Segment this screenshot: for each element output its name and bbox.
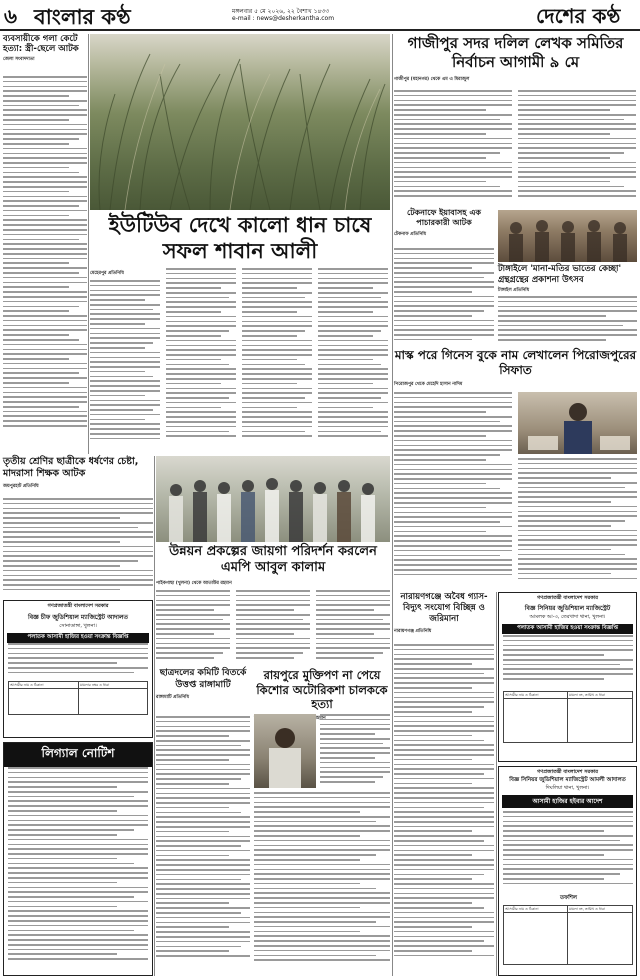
story-mask [394,348,637,588]
notice-left-col2: মামলার নম্বর ও ধারা [79,682,148,689]
paper-name: বাংলার কণ্ঠ [34,5,131,29]
section-name: দেশের কণ্ঠ [536,4,621,28]
story-mask-headline: মাস্ক পরে গিনেস বুকে নাম লেখালেন পিরোজপুরের সিফাত [394,348,637,377]
column-rule [496,592,497,976]
notice-right-title: পলাতক আসামী হাজির হওয়া সংক্রান্ত বিজ্ঞপ্তি [502,624,633,634]
rayerpur-photo [254,714,316,788]
story-tangail-byline: টাঙ্গাইল প্রতিনিধি [498,288,530,293]
story-mp-body-3 [316,590,390,664]
notice-right2-body [503,811,633,891]
notice-right2-place: দিঘলিয়া থানা, খুলনা। [545,785,590,791]
story-youtube-body-4 [318,268,388,450]
story-mp-body-1 [156,590,230,664]
notice-legal-body [8,767,148,973]
story-rayerpur-headline: রায়পুরে মুক্তিপণ না পেয়ে কিশোর অটোরিকশা চালককে হত্যা [256,668,388,711]
mask-person-graphic [518,392,637,454]
story-mask-body-right [518,458,637,586]
notice-right-col2: মামলা নং, তারিখ ও ধারা [568,692,633,699]
story-narayanganj [394,592,494,976]
notice-right-col1: আসামীর নাম ও ঠিকানা [504,692,568,699]
story-gazipur-headline: গাজীপুর সদর দলিল লেখক সমিতির নির্বাচন আগামী ৯ মে [407,34,624,71]
masthead-email: e-mail : news@desherkantha.com [232,15,335,22]
notice-left-title: পলাতক আসামী হাজির হওয়া সংক্রান্ত বিজ্ঞপ্তি [7,633,149,643]
rice-field-photo [90,34,390,210]
notice-right-cell [504,699,568,743]
story-teknaf-byline: টেকনাফ প্রতিনিধি [394,232,427,237]
page-number: ৬ [4,4,18,28]
mask-photo [518,392,637,454]
story-mp [156,544,390,664]
column-rule [154,456,155,976]
story-narayanganj-byline: নারায়ণগঞ্জ প্রতিনিধি [394,629,432,634]
notice-right2-table [503,905,633,965]
mp-group-graphic [156,456,390,542]
story-youtube-headline: ইউটিউব দেখে কালো ধান চাষে সফল শাবান আলী [108,213,372,263]
tangail-people-graphic [498,210,637,262]
notice-right2-cell [504,913,568,965]
column-rule [88,34,89,454]
notice-right-gov [498,592,637,762]
notice-right-court: বিজ্ঞ সিনিয়র জুডিশিয়াল ম্যাজিস্ট্রেট [524,605,611,612]
story-gazipur-body-right [518,90,636,202]
story-businessman [3,34,87,454]
notice-right2-sub: তফশিল [559,895,578,901]
story-youtube-body-3 [242,268,312,450]
story-third-grade-body [3,498,153,594]
story-youtube [90,212,390,452]
story-rayerpur [254,668,390,974]
notice-left-gov [3,600,153,738]
notice-left-body [8,643,148,679]
masthead-date: মঙ্গলবার ৫ মে ২০২৬, ২২ বৈশাখ ১৪৩৩ [232,8,330,15]
notice-right2-col1: আসামীর নাম ও ঠিকানা [504,906,568,913]
story-mask-byline: পিরোজপুর থেকে মেহেদি হাসান নাদিম [394,382,463,387]
notice-legal [3,742,153,976]
story-rayerpur-body-bottom [254,792,390,972]
story-gazipur [394,34,637,204]
notice-left-col1: আসামীর নাম ও ঠিকানা [9,682,79,689]
notice-right2-col2: মামলা নং, তারিখ ও ধারা [568,906,633,913]
story-mp-body-2 [236,590,310,664]
story-teknaf-headline: টেকনাফে ইয়াবাসহ এক পাচারকারী আটক [406,208,482,227]
story-mp-byline: পাইকগাছা (খুলনা) থেকে আতাউর রহমান [156,581,232,586]
notice-right-place: আমলক আ-৩, তেরখাদা থানা, খুলনা। [529,614,606,620]
story-youtube-byline: মেহেরপুর প্রতিনিধি [90,271,124,276]
story-rangamati-byline: রাঙ্গামাটি প্রতিনিধি [156,695,189,700]
story-narayanganj-body [394,644,494,974]
notice-right-table [503,691,633,743]
story-rangamati-headline: ছাত্রদলের কমিটি বিতর্কে উত্তপ্ত রাঙ্গামাটি [159,668,247,690]
notice-left-table [8,681,148,715]
story-businessman-headline: ব্যবসায়ীকে গলা কেটে হত্যা: স্ত্রী-ছেলে আটক [3,34,79,54]
notice-left-court: বিজ্ঞ চীফ জুডিশিয়াল ম্যাজিস্ট্রেট আদালত [28,614,128,621]
story-narayanganj-headline: নারায়ণগঞ্জে অবৈধ গ্যাস-বিদ্যুৎ সংযোগ বিচ্ছিন্ন ও জরিমানা [400,592,488,624]
story-rangamati [156,668,250,974]
story-rangamati-body [156,716,250,972]
notice-left-cell [79,689,148,715]
story-third-grade [3,456,153,596]
tangail-photo [498,210,637,262]
notice-left-cell [9,689,79,715]
story-youtube-body-1 [90,280,160,450]
notice-right2-title: আসামী হাজির হইবার আদেশ [502,795,633,808]
notice-right-header: গণপ্রজাতন্ত্রী বাংলাদেশ সরকার [537,595,598,601]
masthead-rule [0,29,640,31]
story-mp-headline: উন্নয়ন প্রকল্পের জায়গা পরিদর্শন করলেন এমপি আবুল কালাম [169,544,377,575]
notice-right2-court: বিজ্ঞ সিনিয়র জুডিশিয়াল ম্যাজিস্ট্রেট আমলী আদালত [509,777,626,783]
story-teknaf-body [394,248,494,344]
notice-right-body [503,635,633,687]
story-tangail-body [498,296,637,346]
masthead [0,0,640,30]
rayerpur-person-graphic [254,714,316,788]
story-rayerpur-body-top [320,714,390,788]
story-third-grade-byline: জয়পুরহাট প্রতিনিধি [3,484,39,489]
column-rule [392,34,393,976]
notice-left-header: গণপ্রজাতন্ত্রী বাংলাদেশ সরকার [47,603,109,609]
story-tangail-headline: টাঙ্গাইলে 'মানা-মতির ভাতের কেচ্ছা' গ্রন্থগ্রন্থের প্রকাশনা উৎসব [498,264,622,285]
notice-right-cell [568,699,633,743]
story-teknaf [394,208,494,346]
story-youtube-body-2 [166,268,236,450]
story-tangail [498,264,637,346]
notice-right2-header: গণপ্রজাতন্ত্রী বাংলাদেশ সরকার [537,769,598,775]
story-businessman-byline: জেলা সংবাদদাতা [3,57,35,62]
notice-left-place: সোনাডাঙ্গা, খুলনা। [59,623,97,629]
story-gazipur-body-left [394,90,512,202]
story-mask-body-left [394,392,512,586]
notice-right-gov2 [498,766,637,976]
notice-right2-cell [568,913,633,965]
rice-stalks-graphic [90,34,390,210]
story-businessman-body [3,76,87,452]
mp-photo [156,456,390,542]
notice-legal-title: লিগ্যাল নোটিশ [4,743,152,767]
story-third-grade-headline: তৃতীয় শ্রেণির ছাত্রীকে ধর্ষণের চেষ্টা, মাদরাসা শিক্ষক আটক [3,456,139,479]
story-gazipur-byline: গাজীপুর (মহানগর) থেকে এম এ মিরাজুল [394,77,470,82]
